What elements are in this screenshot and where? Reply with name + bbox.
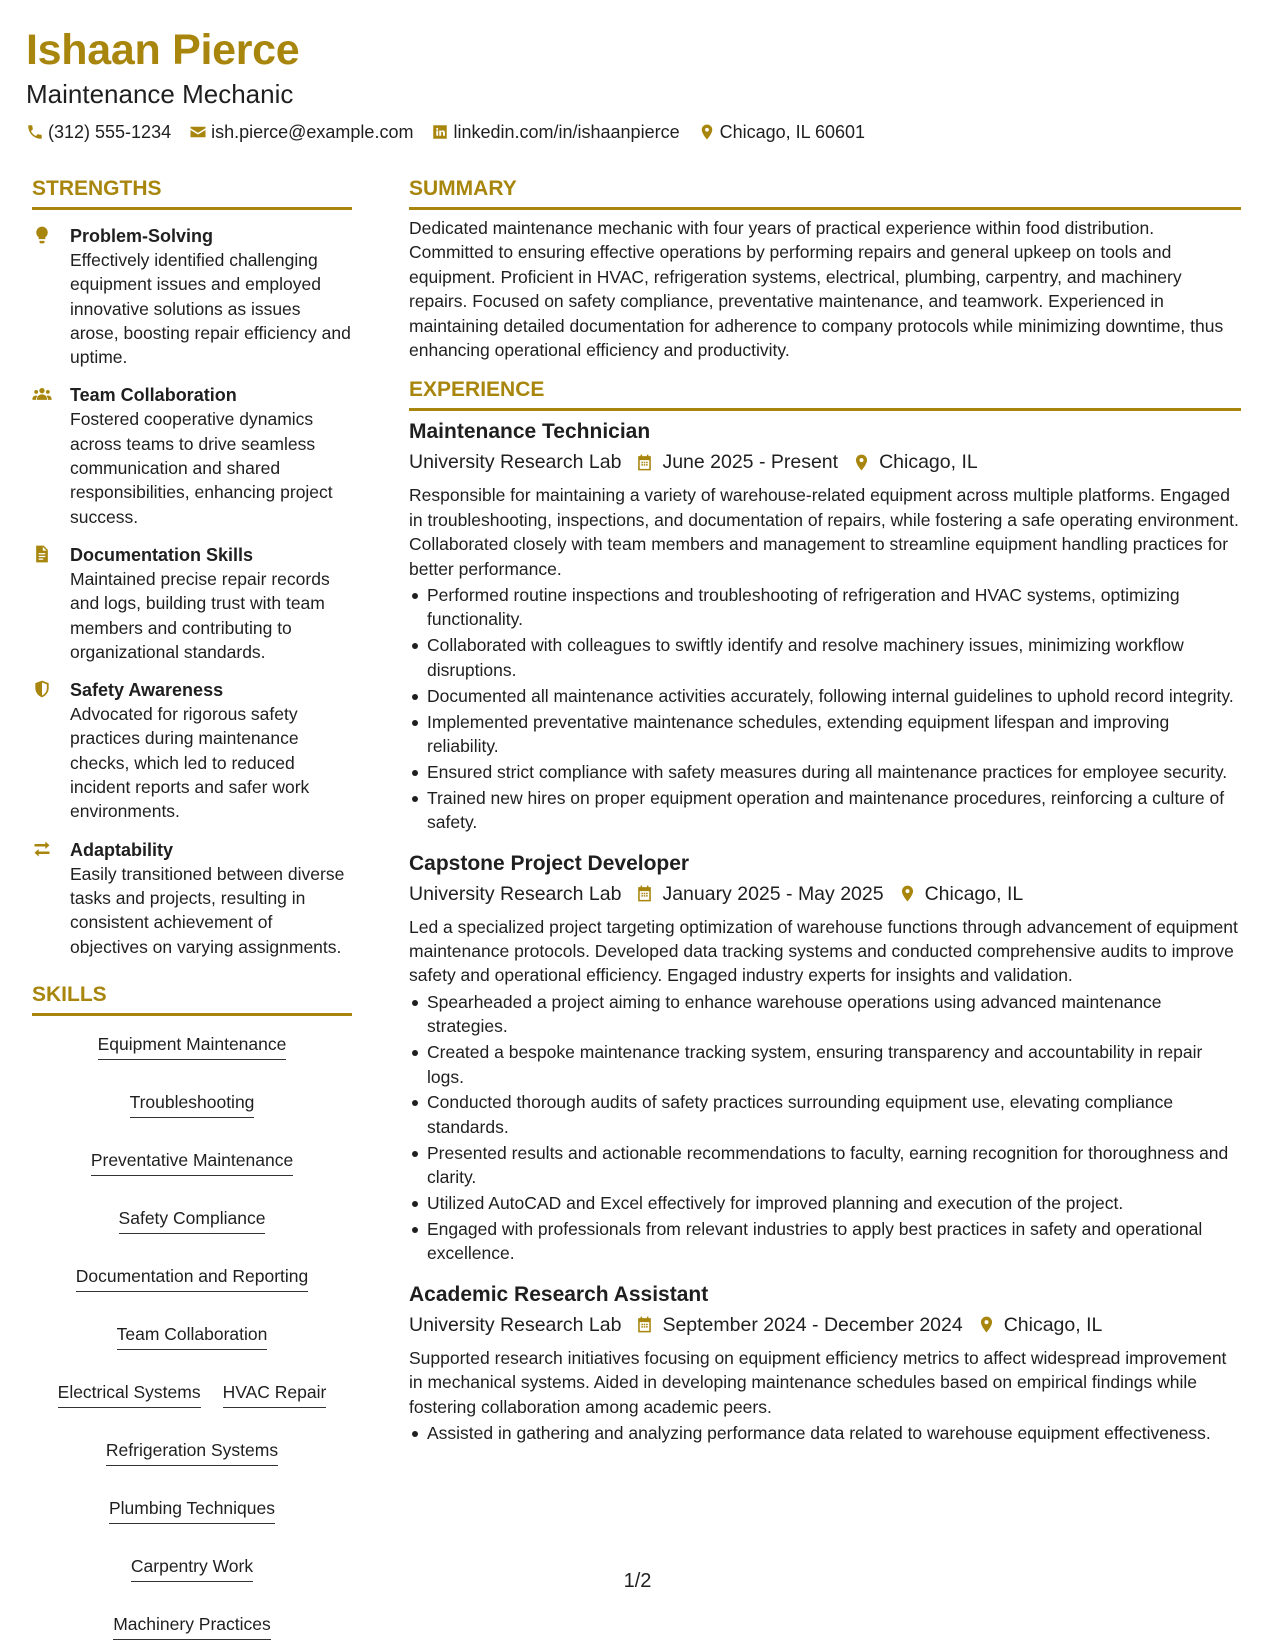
calendar-icon	[635, 884, 654, 903]
bullet-item: Engaged with professionals from relevant industries to apply best practices in safety and operational excellence.	[427, 1217, 1241, 1266]
strength-title: Problem-Solving	[70, 226, 214, 246]
job-entry	[409, 849, 1241, 1266]
skill-tag: Machinery Practices	[113, 1612, 271, 1640]
bullet-item: Collaborated with colleagues to swiftly identify and resolve machinery issues, minimizing workflow disruptions.	[427, 633, 1241, 682]
job-bullets	[409, 1421, 1241, 1445]
lightbulb-icon	[32, 224, 70, 369]
summary-text: Dedicated maintenance mechanic with four years of practical experience within food distribution. Committed to ensuring effective operations by performing repairs and general upkeep on tools and equipment. Proficient in HVAC, refrigeration systems, electrical, plumbing, carpentry, and machinery repairs. Focused on safety compliance, preventative maintenance, and teamwork. Experienced in maintaining detailed documentation for adherence to company protocols while minimizing downtime, thus enhancing operational efficiency and productivity.	[409, 218, 1224, 361]
contact-linkedin[interactable]	[431, 120, 679, 144]
contact-phone	[26, 120, 171, 144]
experience-heading: EXPERIENCE	[409, 376, 1241, 411]
map-pin-icon	[852, 453, 871, 472]
bullet-item: Implemented preventative maintenance schedules, extending equipment lifespan and improving reliability.	[427, 710, 1241, 759]
skill-tag: Carpentry Work	[131, 1554, 253, 1582]
strength-title: Team Collaboration	[70, 385, 237, 406]
job-title: Maintenance Technician	[409, 420, 651, 444]
strength-item	[32, 838, 352, 959]
right-column	[409, 175, 1241, 1447]
bullet-item: Documented all maintenance activities accurately, following internal guidelines to uphold record integrity.	[427, 684, 1241, 708]
skill-tag: Troubleshooting	[130, 1090, 255, 1118]
phone-text: (312) 555-1234	[48, 122, 172, 142]
skill-tag: Electrical Systems	[58, 1380, 201, 1408]
skills-heading: SKILLS	[32, 981, 352, 1016]
users-icon	[32, 383, 70, 528]
skill-tag: Preventative Maintenance	[91, 1148, 293, 1176]
job-dates: January 2025 - May 2025	[662, 882, 884, 905]
strength-description: Maintained precise repair records and logs, building trust with team members and contributing to organizational standards.	[70, 568, 330, 662]
job-meta	[409, 447, 1241, 477]
job-bullets	[409, 990, 1241, 1266]
exchange-arrows-icon	[32, 838, 70, 959]
shield-icon	[32, 678, 70, 823]
job-location: Chicago, IL	[879, 451, 978, 474]
strength-item	[32, 678, 352, 823]
skills-list	[32, 1016, 352, 1640]
job-entry	[409, 417, 1241, 834]
job-description: Responsible for maintaining a variety of warehouse-related equipment across multiple platforms. Engaged in troubleshooting, inspections, and documentation of repairs, while fostering a safe operating environment. Collaborated closely with team members and management to streamline equipment handling practices for better performance.	[409, 485, 1239, 579]
strength-title: Adaptability	[70, 839, 174, 860]
map-pin-icon	[698, 123, 716, 141]
bullet-item: Spearheaded a project aiming to enhance warehouse operations using advanced maintenance strategies.	[427, 990, 1241, 1039]
bullet-item: Assisted in gathering and analyzing performance data related to warehouse equipment effectiveness.	[427, 1421, 1241, 1445]
job-title: Capstone Project Developer	[409, 851, 690, 875]
strength-title: Documentation Skills	[70, 544, 254, 565]
document-icon	[32, 543, 70, 664]
strength-description: Easily transitioned between diverse tasks and projects, resulting in consistent achievement of objectives on varying assignments.	[70, 863, 345, 957]
skill-tag: HVAC Repair	[223, 1380, 327, 1408]
calendar-icon	[635, 453, 654, 472]
job-description: Led a specialized project targeting optimization of warehouse functions through advancement of equipment maintenance protocols. Developed data tracking systems and conducted comprehensive audits to improve safety and operational efficiency. Engaged industry experts for insights and validation.	[409, 916, 1238, 986]
job-organization: University Research Lab	[409, 1313, 622, 1336]
left-column	[32, 175, 352, 1640]
strength-description: Effectively identified challenging equipment issues and employed innovative solutions as issues arose, boosting repair efficiency and uptime.	[70, 250, 351, 368]
strength-title: Safety Awareness	[70, 680, 224, 701]
bullet-item: Created a bespoke maintenance tracking system, ensuring transparency and accountability in repair logs.	[427, 1040, 1241, 1089]
job-title: Academic Research Assistant	[409, 1282, 709, 1306]
phone-icon	[26, 123, 44, 141]
job-location: Chicago, IL	[924, 882, 1024, 905]
strength-item	[32, 224, 352, 369]
bullet-item: Conducted thorough audits of safety practices surrounding equipment use, elevating compliance standards.	[427, 1090, 1241, 1139]
linkedin-link[interactable]: linkedin.com/in/ishaanpierce	[453, 122, 680, 142]
contact-location	[698, 120, 865, 144]
email-link[interactable]: ish.pierce@example.com	[211, 122, 414, 142]
skill-tag: Refrigeration Systems	[106, 1438, 278, 1466]
strengths-heading: STRENGTHS	[32, 175, 352, 210]
strength-item	[32, 383, 352, 528]
job-dates: June 2025 - Present	[662, 451, 839, 474]
bullet-item: Presented results and actionable recommendations to faculty, earning recognition for thoroughness and clarity.	[427, 1141, 1241, 1190]
bullet-item: Ensured strict compliance with safety measures during all maintenance practices for employee security.	[427, 760, 1241, 784]
job-organization: University Research Lab	[409, 882, 622, 905]
location-text: Chicago, IL 60601	[719, 122, 866, 142]
summary-heading: SUMMARY	[409, 175, 1241, 210]
bullet-item: Performed routine inspections and troubleshooting of refrigeration and HVAC systems, optimizing functionality.	[427, 583, 1241, 632]
calendar-icon	[635, 1315, 654, 1334]
bullet-item: Trained new hires on proper equipment operation and maintenance procedures, reinforcing a culture of safety.	[427, 786, 1241, 835]
job-bullets	[409, 583, 1241, 835]
skill-tag: Plumbing Techniques	[109, 1496, 275, 1524]
strength-description: Advocated for rigorous safety practices during maintenance checks, which led to reduced incident reports and safer work environments.	[70, 704, 310, 822]
skill-tag: Safety Compliance	[119, 1206, 266, 1234]
job-description: Supported research initiatives focusing on equipment efficiency metrics to affect widespread improvement in mechanical systems. Aided in developing maintenance schedules based on empirical findings while fostering collaboration among academic peers.	[409, 1347, 1227, 1417]
linkedin-icon	[431, 123, 449, 141]
experience-section	[409, 376, 1241, 1445]
skill-tag: Team Collaboration	[117, 1322, 268, 1350]
job-meta	[409, 879, 1241, 909]
job-organization: University Research Lab	[409, 451, 622, 474]
job-location: Chicago, IL	[1003, 1313, 1103, 1336]
bullet-item: Utilized AutoCAD and Excel effectively for improved planning and execution of the project.	[427, 1191, 1241, 1215]
strength-description: Fostered cooperative dynamics across teams to drive seamless communication and shared responsibilities, enhancing project success.	[70, 409, 333, 527]
envelope-icon	[189, 123, 207, 141]
job-dates: September 2024 - December 2024	[662, 1313, 963, 1336]
job-entry	[409, 1280, 1241, 1446]
job-meta	[409, 1310, 1241, 1340]
contact-email[interactable]	[189, 120, 413, 144]
page-number: 1/2	[623, 1570, 652, 1592]
strengths-list	[32, 224, 352, 959]
resume-header	[26, 22, 1256, 144]
skill-tag: Equipment Maintenance	[98, 1032, 287, 1060]
contact-bar	[26, 120, 1256, 144]
skill-tag: Documentation and Reporting	[76, 1264, 309, 1292]
map-pin-icon	[898, 884, 917, 903]
map-pin-icon	[977, 1315, 996, 1334]
candidate-name: Ishaan Pierce	[26, 26, 300, 74]
job-role: Maintenance Mechanic	[26, 79, 294, 109]
strength-item	[32, 543, 352, 664]
